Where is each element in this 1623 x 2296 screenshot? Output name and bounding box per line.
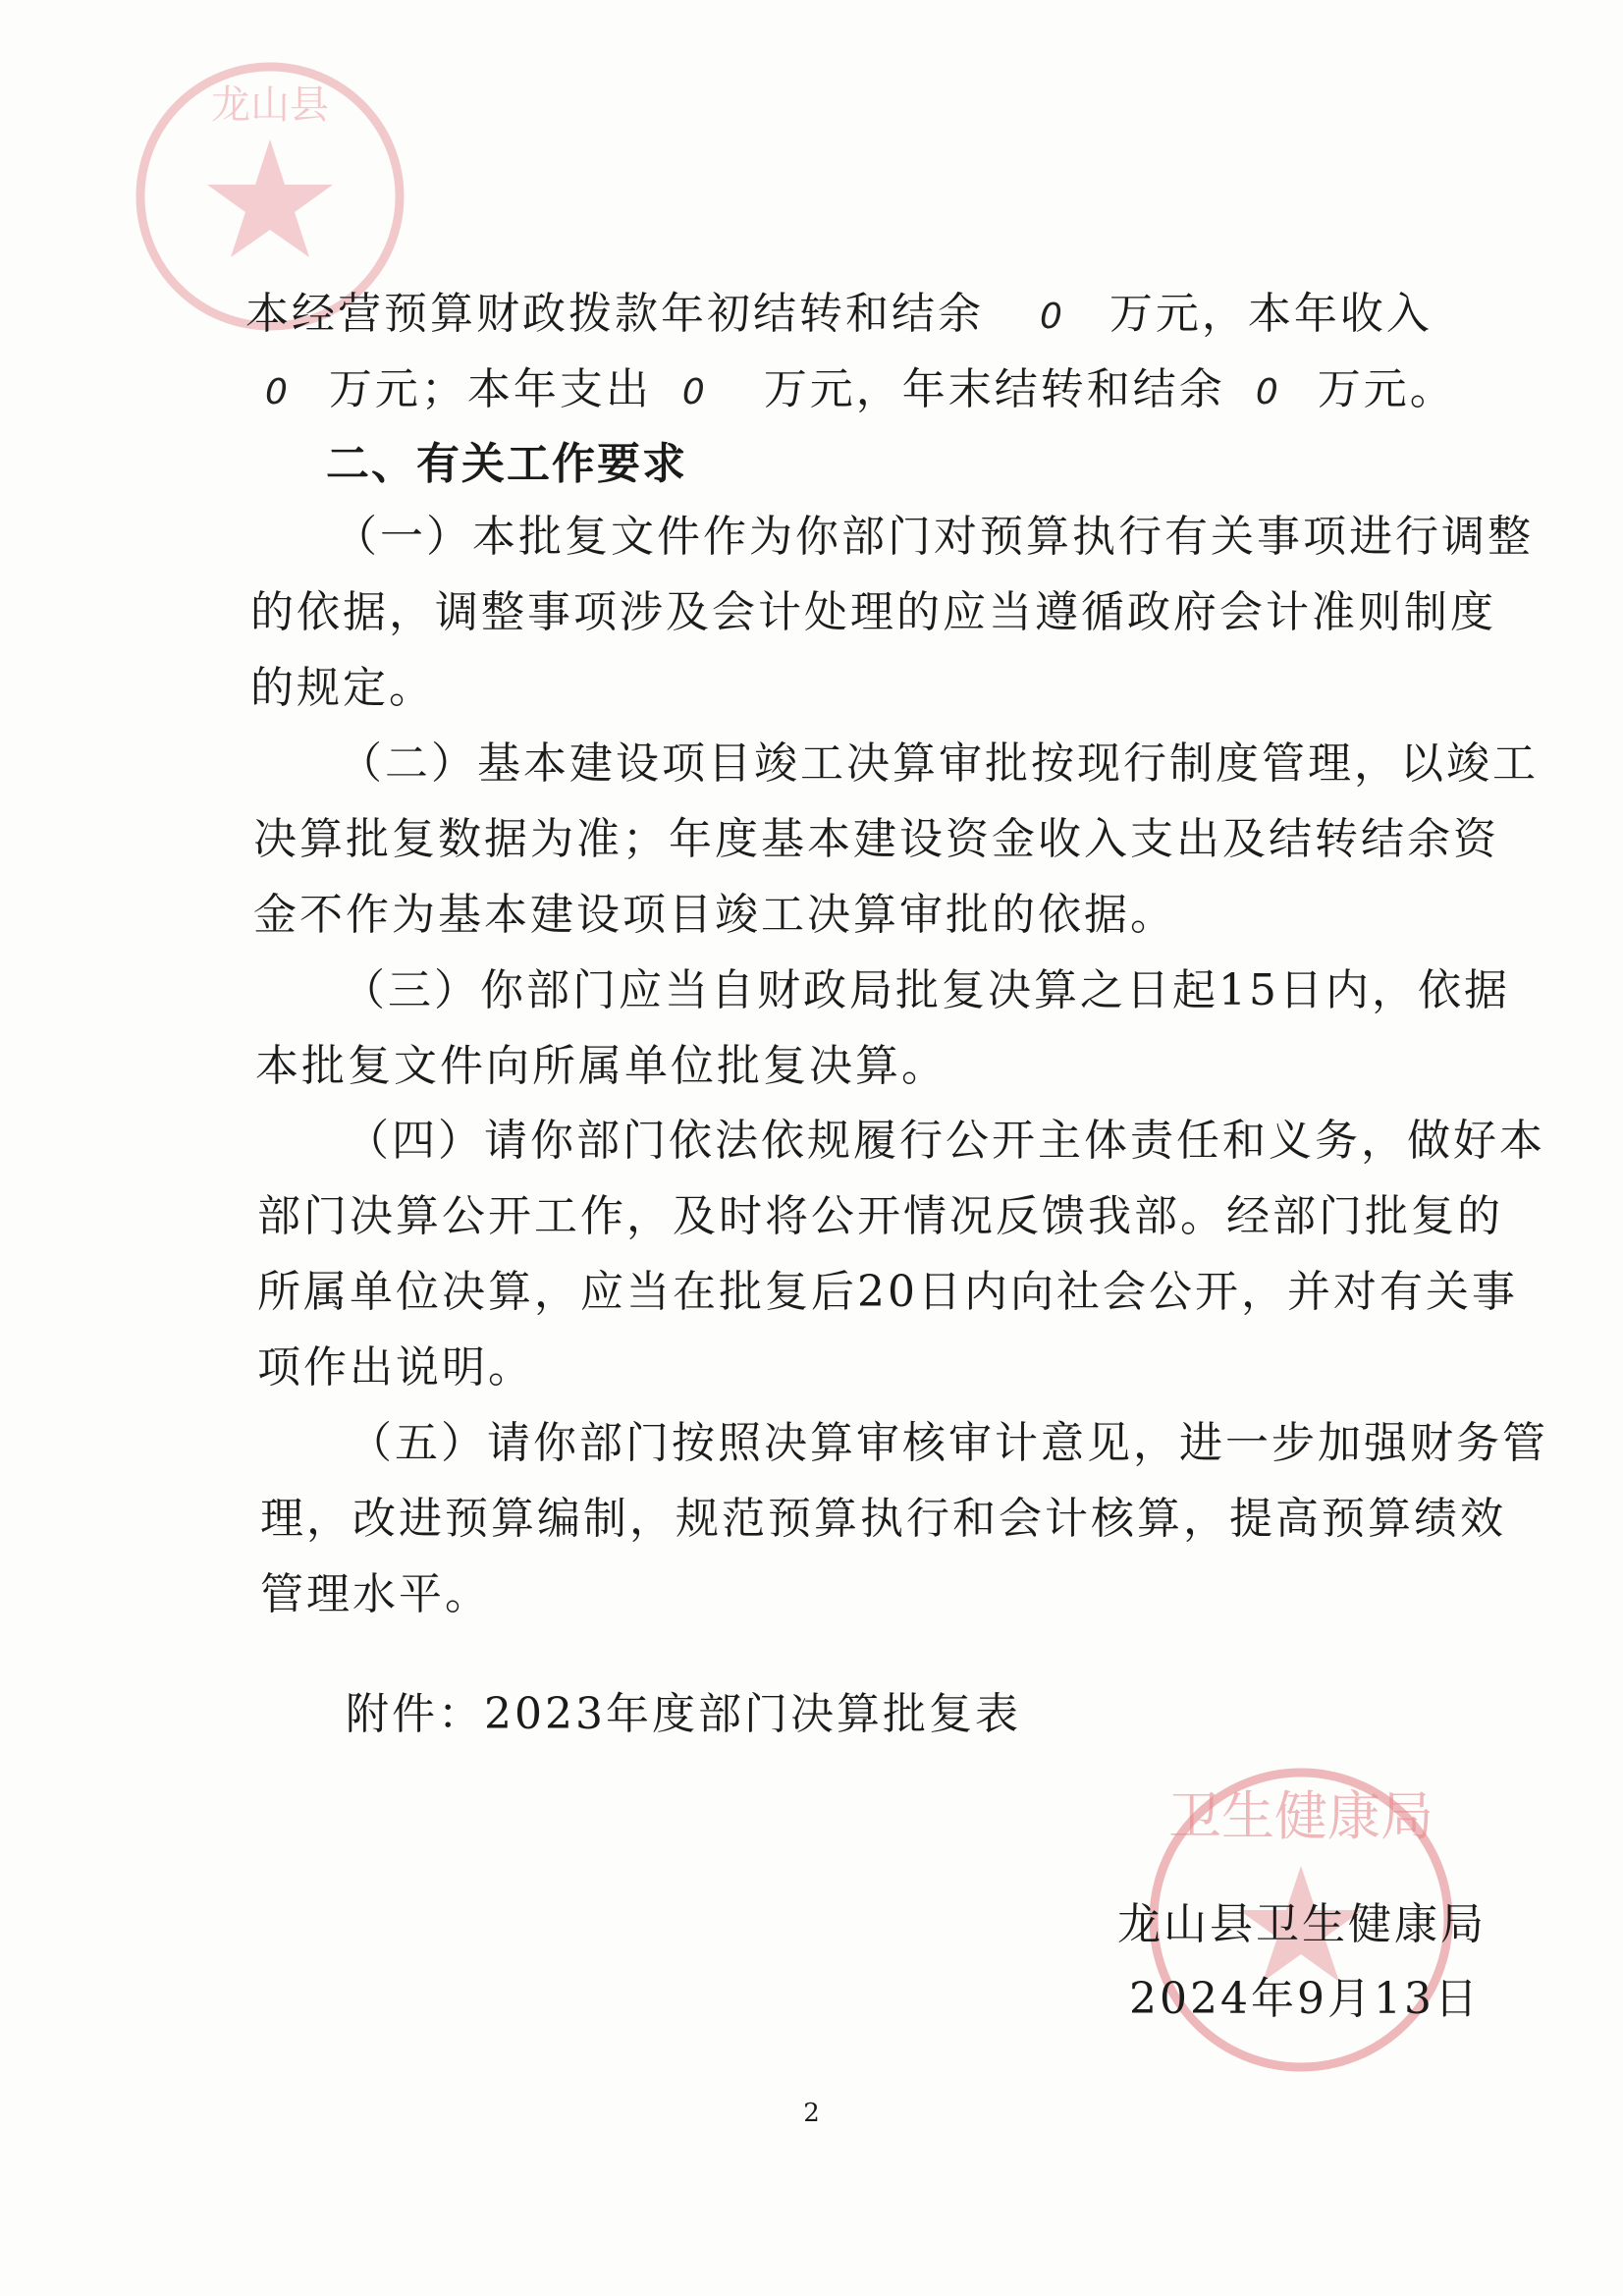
text-segment: 万元。 <box>1317 364 1456 414</box>
section-heading: 二、有关工作要求 <box>326 439 687 489</box>
signature-org: 龙山县卫生健康局 <box>1117 1899 1487 1949</box>
text-segment: 本经营预算财政拨款年初结转和结余 <box>245 289 984 339</box>
handwritten-value: 0 <box>681 372 708 412</box>
item-4-line-4: 项作出说明。 <box>257 1342 534 1393</box>
item-2-line-3: 金不作为基本建设项目竣工决算审批的依据。 <box>253 890 1176 940</box>
item-1-line-3: 的规定。 <box>250 663 435 713</box>
text-segment: 万元，本年收入 <box>1109 289 1433 339</box>
item-2-line-1: （二）基本建设项目竣工决算审批按现行制度管理，以竣工 <box>339 738 1539 789</box>
signature-date: 2024年9月13日 <box>1129 1974 1481 2024</box>
handwritten-value: 0 <box>1040 297 1065 337</box>
item-2-line-2: 决算批复数据为准；年度基本建设资金收入支出及结转结余资 <box>253 814 1499 864</box>
attachment-note: 附件：2023年度部门决算批复表 <box>346 1689 1021 1739</box>
item-1-line-2: 的依据，调整事项涉及会计处理的应当遵循政府会计准则制度 <box>250 587 1496 637</box>
body-line <box>245 285 1433 347</box>
text-segment: 万元；本年支出 <box>328 364 652 414</box>
item-5-line-1: （五）请你部门按照决算审核审计意见，进一步加强财务管 <box>349 1418 1548 1468</box>
handwritten-value: 0 <box>265 372 291 412</box>
item-3-line-2: 本批复文件向所属单位批复决算。 <box>255 1041 947 1091</box>
page-number: 2 <box>803 2099 820 2128</box>
body-line <box>265 360 1456 422</box>
svg-text:卫生健康局: 卫生健康局 <box>1168 1785 1434 1847</box>
text-segment: 万元，年末结转和结余 <box>763 364 1225 414</box>
item-4-line-3: 所属单位决算，应当在批复后20日内向社会公开，并对有关事 <box>257 1267 1518 1317</box>
item-5-line-3: 管理水平。 <box>260 1569 491 1619</box>
item-3-line-1: （三）你部门应当自财政局批复决算之日起15日内，依据 <box>342 965 1510 1015</box>
item-4-line-1: （四）请你部门依法依规履行公开主体责任和义务，做好本 <box>346 1116 1545 1166</box>
item-1-line-1: （一）本批复文件作为你部门对预算执行有关事项进行调整 <box>334 512 1534 562</box>
handwritten-value: 0 <box>1255 372 1281 412</box>
item-5-line-2: 理，改进预算编制，规范预算执行和会计核算，提高预算绩效 <box>260 1494 1506 1544</box>
svg-text:龙山县: 龙山县 <box>211 82 329 128</box>
item-4-line-2: 部门决算公开工作，及时将公开情况反馈我部。经部门批复的 <box>257 1191 1503 1241</box>
